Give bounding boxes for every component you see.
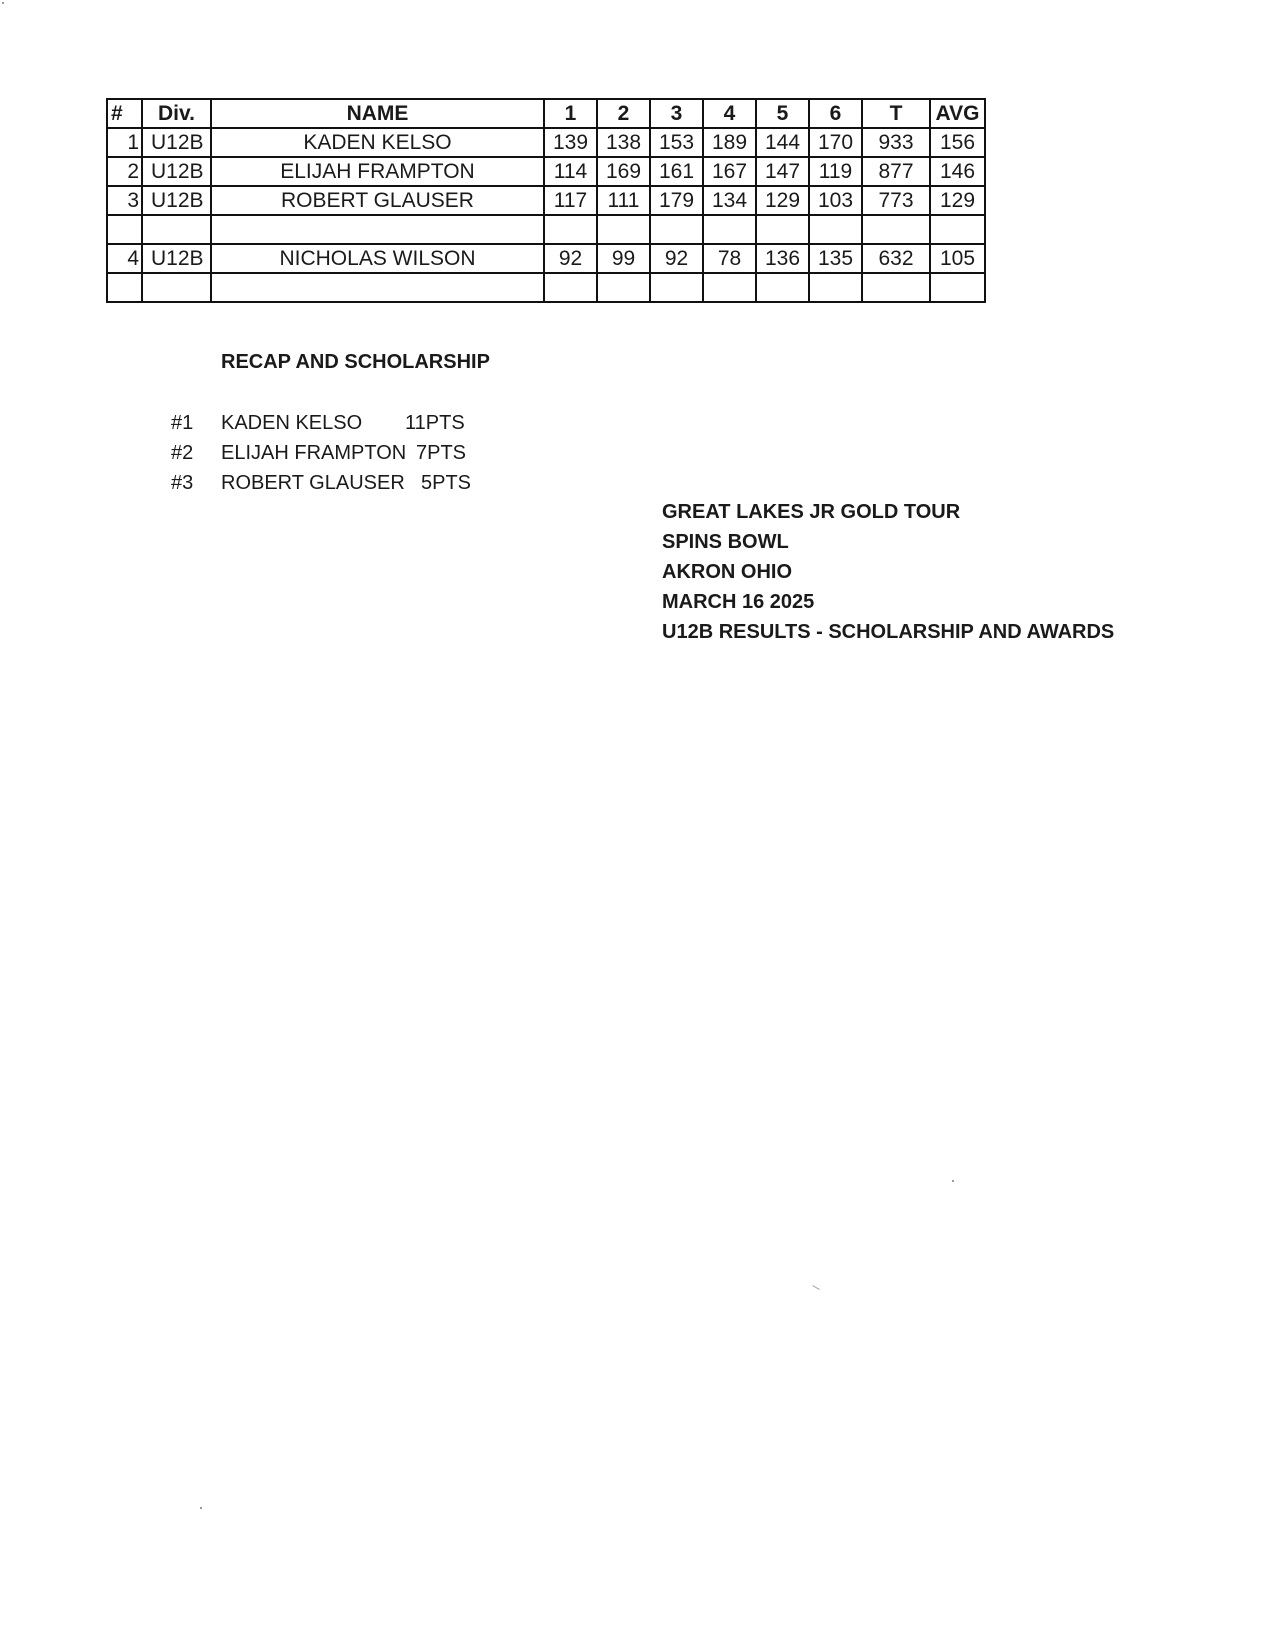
col-header-average: AVG <box>930 99 985 128</box>
game-2-cell: 111 <box>597 186 650 215</box>
rank-cell <box>107 273 142 302</box>
rank-cell <box>107 215 142 244</box>
recap-points: 5PTS <box>421 472 472 494</box>
game-4-cell: 78 <box>703 244 756 273</box>
table-row-empty <box>107 273 985 302</box>
game-2-cell: 138 <box>597 128 650 157</box>
total-cell <box>862 273 930 302</box>
table-row-empty <box>107 215 985 244</box>
event-info <box>662 497 1114 647</box>
name-cell: ROBERT GLAUSER <box>211 186 544 215</box>
col-header-rank: # <box>107 99 142 128</box>
game-6-cell <box>809 273 862 302</box>
col-header-division: Div. <box>142 99 211 128</box>
game-3-cell: 92 <box>650 244 703 273</box>
total-cell: 933 <box>862 128 930 157</box>
game-2-cell: 169 <box>597 157 650 186</box>
col-header-game-2: 2 <box>597 99 650 128</box>
table-row <box>107 186 985 215</box>
game-3-cell: 161 <box>650 157 703 186</box>
game-6-cell: 119 <box>809 157 862 186</box>
name-cell: NICHOLAS WILSON <box>211 244 544 273</box>
game-5-cell <box>756 273 809 302</box>
scan-speck <box>952 1180 954 1182</box>
recap-points: 7PTS <box>416 442 467 464</box>
game-3-cell <box>650 273 703 302</box>
average-cell: 105 <box>930 244 985 273</box>
division-cell: U12B <box>142 186 211 215</box>
table-body <box>107 128 985 302</box>
rank-cell: 4 <box>107 244 142 273</box>
name-cell <box>211 215 544 244</box>
event-date: MARCH 16 2025 <box>662 591 815 613</box>
recap-name: ROBERT GLAUSER <box>221 472 405 494</box>
recap-rank: #3 <box>171 472 194 494</box>
average-cell: 146 <box>930 157 985 186</box>
game-4-cell: 167 <box>703 157 756 186</box>
tour-name: GREAT LAKES JR GOLD TOUR <box>662 501 961 523</box>
division-cell <box>142 215 211 244</box>
game-5-cell: 129 <box>756 186 809 215</box>
average-cell <box>930 215 985 244</box>
table-header <box>107 99 985 128</box>
game-3-cell: 153 <box>650 128 703 157</box>
name-cell: ELIJAH FRAMPTON <box>211 157 544 186</box>
recap-name: KADEN KELSO <box>221 412 363 434</box>
name-cell: KADEN KELSO <box>211 128 544 157</box>
rank-cell: 1 <box>107 128 142 157</box>
game-1-cell: 114 <box>544 157 597 186</box>
game-4-cell <box>703 273 756 302</box>
game-4-cell: 134 <box>703 186 756 215</box>
results-subtitle: U12B RESULTS - SCHOLARSHIP AND AWARDS <box>662 621 1115 643</box>
table-row <box>107 244 985 273</box>
game-2-cell: 99 <box>597 244 650 273</box>
recap-rank: #1 <box>171 412 194 434</box>
venue-name: SPINS BOWL <box>662 531 789 553</box>
table-row <box>107 157 985 186</box>
total-cell: 632 <box>862 244 930 273</box>
col-header-game-3: 3 <box>650 99 703 128</box>
recap-points: 11PTS <box>405 412 465 434</box>
event-city: AKRON OHIO <box>662 561 792 583</box>
game-1-cell: 139 <box>544 128 597 157</box>
recap-title: RECAP AND SCHOLARSHIP <box>221 351 490 373</box>
col-header-name: NAME <box>211 99 544 128</box>
scan-speck <box>200 1507 202 1509</box>
game-5-cell: 136 <box>756 244 809 273</box>
average-cell <box>930 273 985 302</box>
col-header-game-1: 1 <box>544 99 597 128</box>
game-2-cell <box>597 215 650 244</box>
game-6-cell: 170 <box>809 128 862 157</box>
division-cell: U12B <box>142 128 211 157</box>
col-header-game-5: 5 <box>756 99 809 128</box>
results-table <box>106 98 986 303</box>
recap-name: ELIJAH FRAMPTON <box>221 442 407 464</box>
game-2-cell <box>597 273 650 302</box>
rank-cell: 3 <box>107 186 142 215</box>
game-6-cell: 103 <box>809 186 862 215</box>
game-6-cell: 135 <box>809 244 862 273</box>
game-6-cell <box>809 215 862 244</box>
game-1-cell <box>544 215 597 244</box>
average-cell: 156 <box>930 128 985 157</box>
game-3-cell <box>650 215 703 244</box>
total-cell: 877 <box>862 157 930 186</box>
recap-rank: #2 <box>171 442 194 464</box>
average-cell: 129 <box>930 186 985 215</box>
game-4-cell: 189 <box>703 128 756 157</box>
rank-cell: 2 <box>107 157 142 186</box>
division-cell <box>142 273 211 302</box>
game-5-cell: 144 <box>756 128 809 157</box>
division-cell: U12B <box>142 157 211 186</box>
game-3-cell: 179 <box>650 186 703 215</box>
total-cell: 773 <box>862 186 930 215</box>
col-header-game-6: 6 <box>809 99 862 128</box>
name-cell <box>211 273 544 302</box>
table-row <box>107 128 985 157</box>
header-row <box>107 99 985 128</box>
game-4-cell <box>703 215 756 244</box>
division-cell: U12B <box>142 244 211 273</box>
game-1-cell <box>544 273 597 302</box>
scan-speck <box>812 1285 819 1290</box>
scan-speck <box>2 2 4 4</box>
col-header-game-4: 4 <box>703 99 756 128</box>
total-cell <box>862 215 930 244</box>
game-1-cell: 92 <box>544 244 597 273</box>
col-header-total: T <box>862 99 930 128</box>
game-1-cell: 117 <box>544 186 597 215</box>
game-5-cell <box>756 215 809 244</box>
game-5-cell: 147 <box>756 157 809 186</box>
